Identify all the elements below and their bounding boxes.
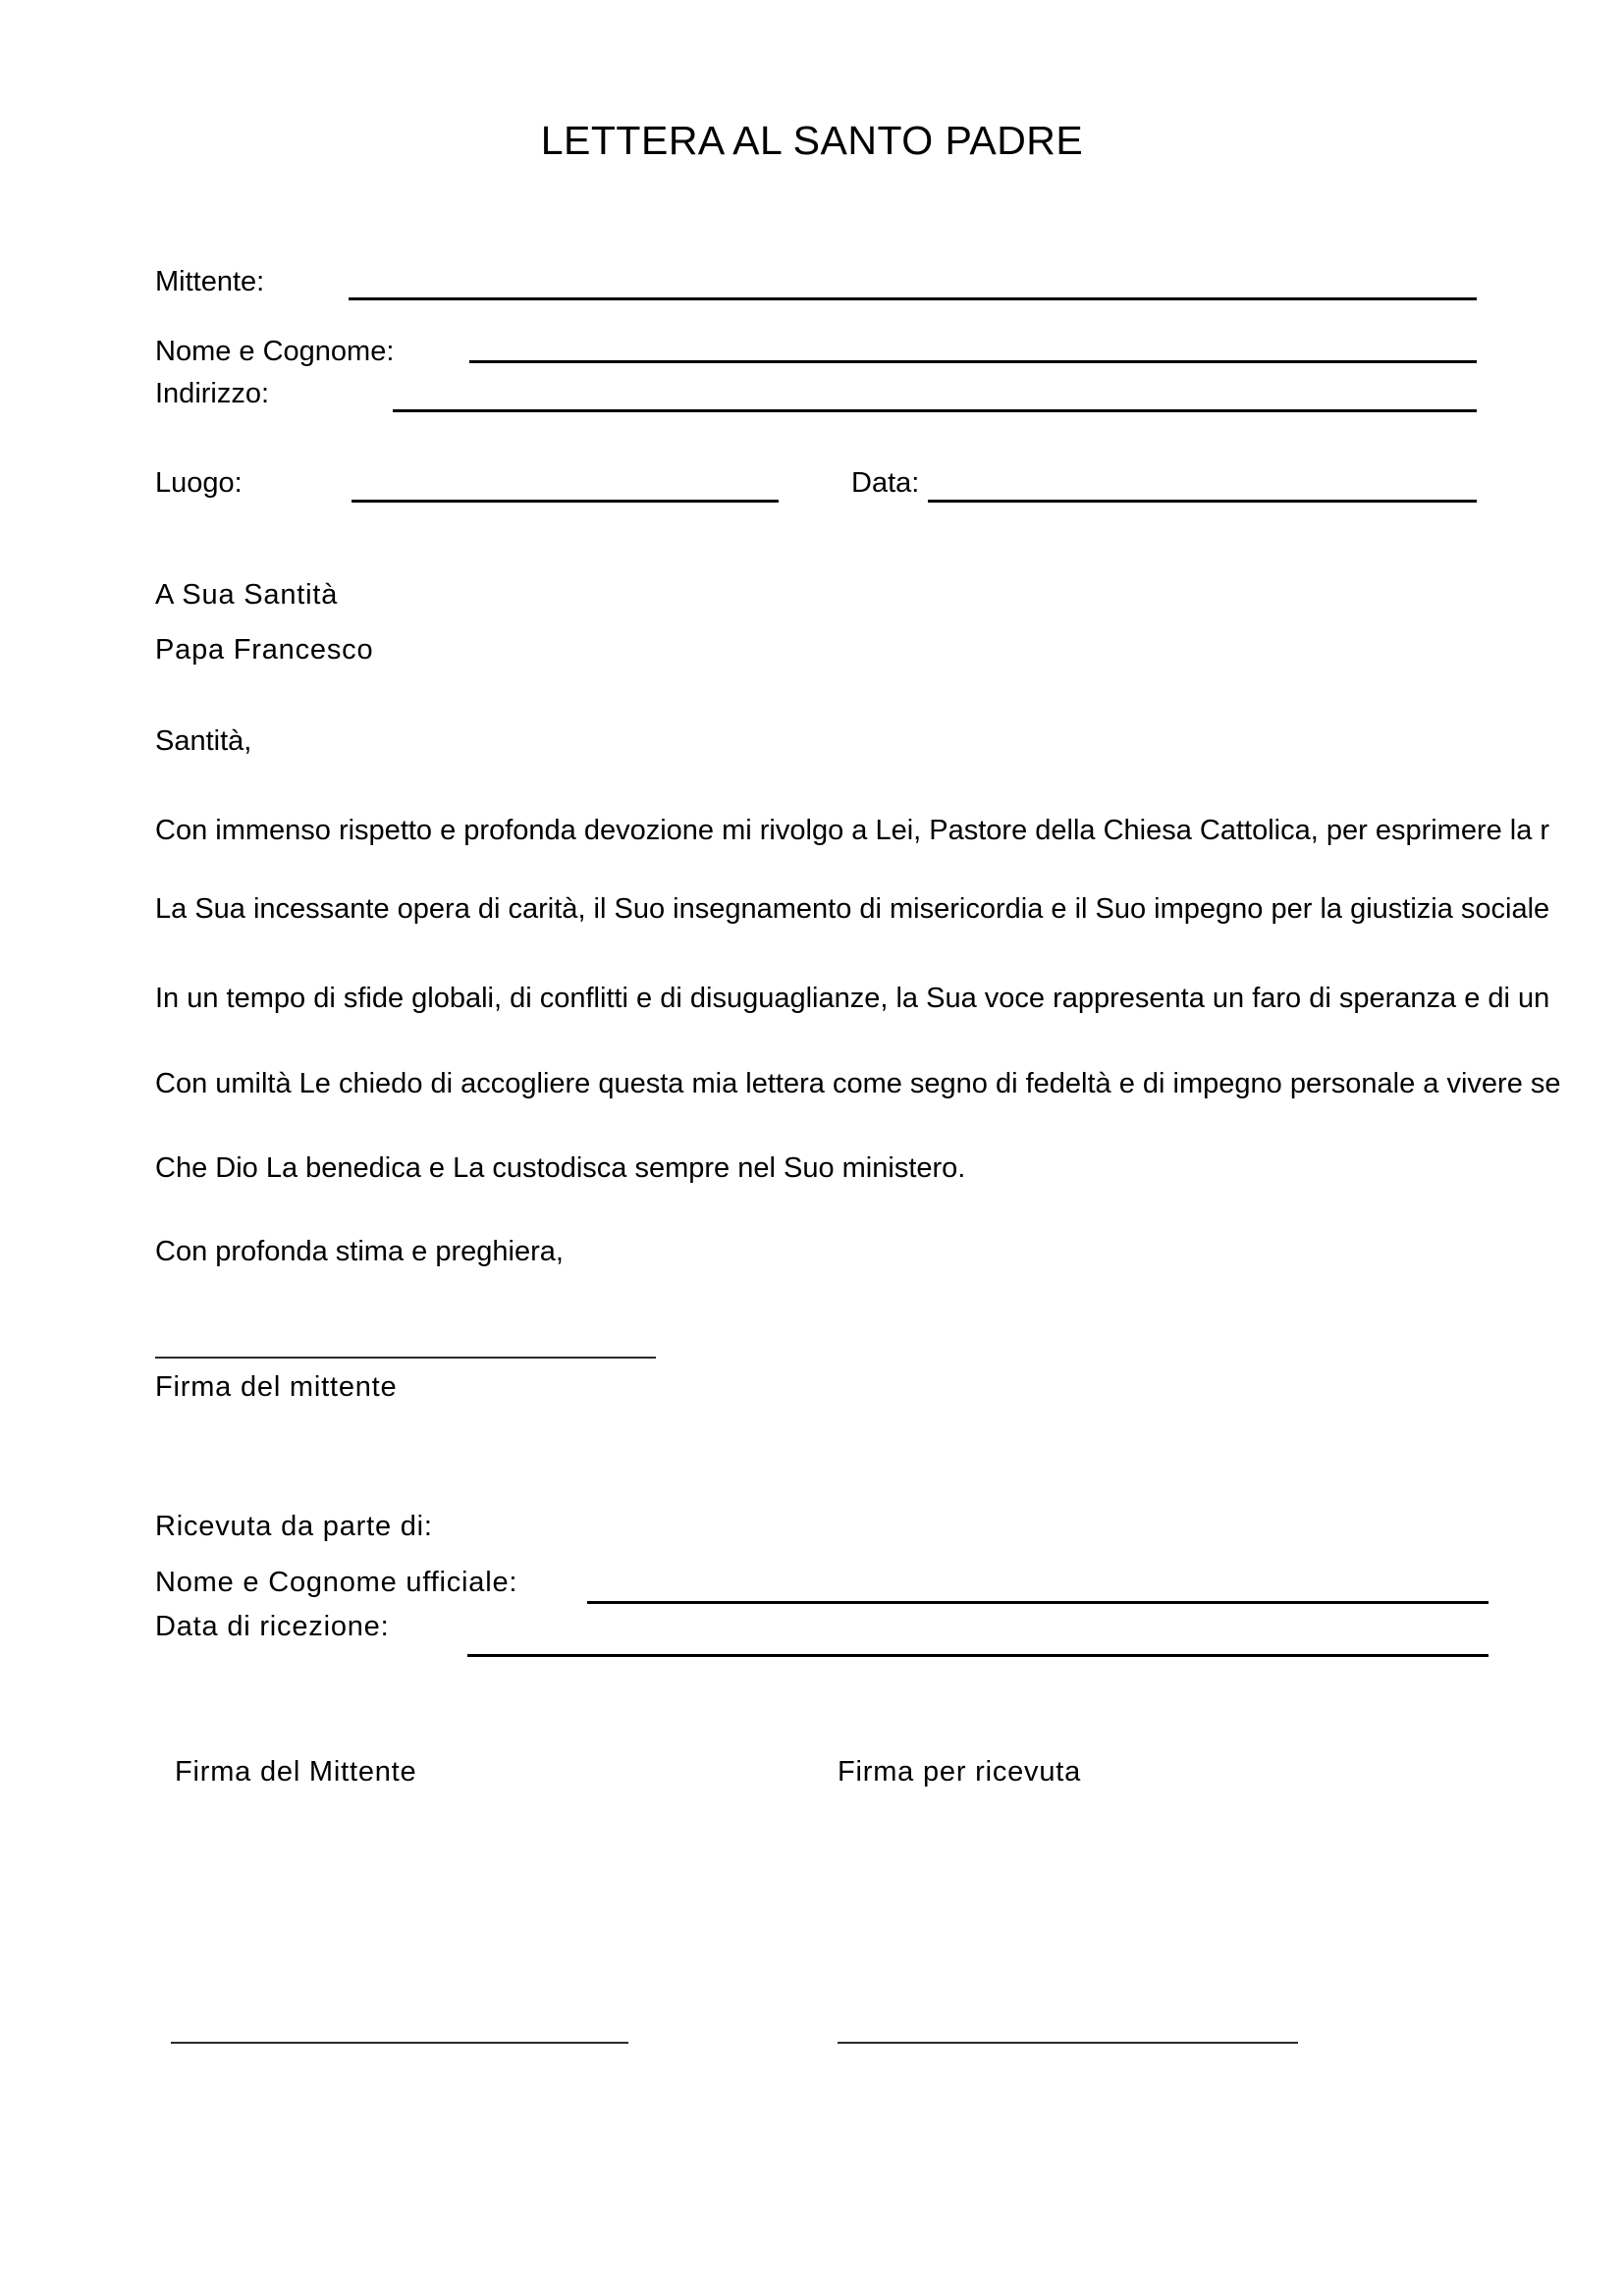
receipt-date-label: Data di ricezione: bbox=[155, 1611, 390, 1642]
body-paragraph: Con immenso rispetto e profonda devozione mi rivolgo a Lei, Pastore della Chiesa Cattolica, per esprimere la r bbox=[155, 815, 1550, 846]
sender-signature-label: Firma del mittente bbox=[155, 1371, 398, 1403]
footer-receipt-signature-label: Firma per ricevuta bbox=[838, 1756, 1082, 1788]
indirizzo-label: Indirizzo: bbox=[155, 378, 270, 409]
indirizzo-field-line[interactable] bbox=[393, 409, 1477, 412]
official-name-label: Nome e Cognome ufficiale: bbox=[155, 1567, 518, 1598]
sender-signature-line[interactable] bbox=[155, 1357, 656, 1359]
closing-line: Con profonda stima e preghiera, bbox=[155, 1236, 564, 1267]
body-paragraph: In un tempo di sfide globali, di conflitti e di disuguaglianze, la Sua voce rappresenta un faro di speranza e di un bbox=[155, 983, 1550, 1014]
body-paragraph: Con umiltà Le chiedo di accogliere questa mia lettera come segno di fedeltà e di impegno personale a vivere se bbox=[155, 1068, 1561, 1099]
page-title: LETTERA AL SANTO PADRE bbox=[540, 118, 1084, 163]
nome-cognome-field-line[interactable] bbox=[469, 360, 1477, 363]
recipient-line-2: Papa Francesco bbox=[155, 634, 374, 666]
luogo-field-line[interactable] bbox=[352, 500, 779, 503]
mittente-label: Mittente: bbox=[155, 266, 265, 297]
footer-sender-signature-line[interactable] bbox=[171, 2042, 628, 2044]
receipt-heading: Ricevuta da parte di: bbox=[155, 1511, 433, 1542]
data-label: Data: bbox=[851, 467, 920, 499]
mittente-field-line[interactable] bbox=[349, 297, 1477, 300]
body-paragraph: La Sua incessante opera di carità, il Suo insegnamento di misericordia e il Suo impegno per la giustizia sociale bbox=[155, 893, 1550, 925]
data-field-line[interactable] bbox=[928, 500, 1477, 503]
official-name-field-line[interactable] bbox=[587, 1601, 1489, 1604]
receipt-date-field-line[interactable] bbox=[467, 1654, 1489, 1657]
body-paragraph: Che Dio La benedica e La custodisca sempre nel Suo ministero. bbox=[155, 1152, 966, 1184]
footer-sender-signature-label: Firma del Mittente bbox=[175, 1756, 417, 1788]
nome-cognome-label: Nome e Cognome: bbox=[155, 336, 395, 367]
footer-receipt-signature-line[interactable] bbox=[838, 2042, 1298, 2044]
recipient-line-1: A Sua Santità bbox=[155, 579, 339, 611]
luogo-label: Luogo: bbox=[155, 467, 243, 499]
salutation: Santità, bbox=[155, 725, 252, 757]
